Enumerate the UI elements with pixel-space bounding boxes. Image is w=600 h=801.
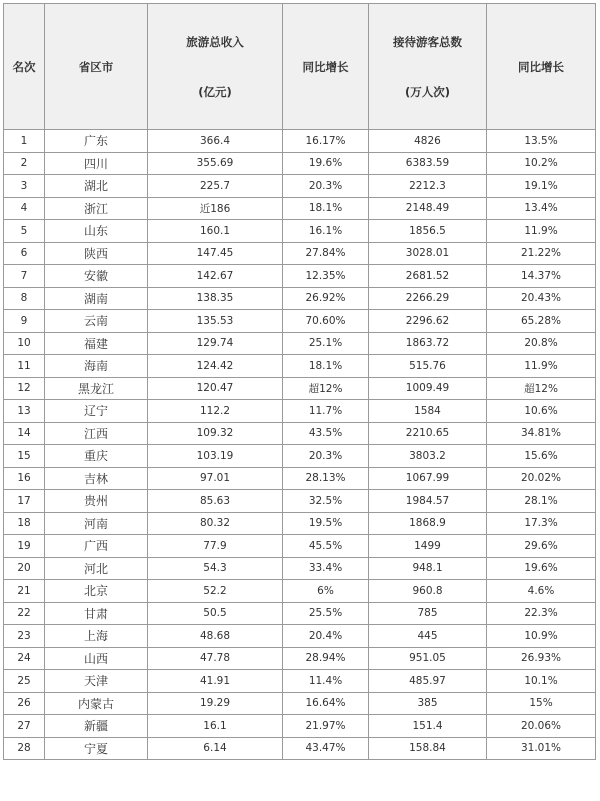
- visitors-growth-cell: 11.9%: [487, 220, 596, 243]
- visitors-cell: 1009.49: [369, 377, 487, 400]
- visitors-cell: 3803.2: [369, 445, 487, 468]
- visitors-cell: 1856.5: [369, 220, 487, 243]
- revenue-cell: 138.35: [148, 287, 283, 310]
- rank-cell: 7: [4, 265, 45, 288]
- visitors-growth-cell: 20.06%: [487, 715, 596, 738]
- revenue-cell: 120.47: [148, 377, 283, 400]
- revenue-growth-cell: 20.4%: [283, 625, 369, 648]
- rank-cell: 1: [4, 130, 45, 153]
- rank-cell: 4: [4, 197, 45, 220]
- table-row: [4, 355, 596, 378]
- header-revenue-unit: (亿元): [198, 84, 232, 99]
- visitors-cell: 951.05: [369, 647, 487, 670]
- province-cell: 吉林: [45, 467, 148, 490]
- visitors-growth-cell: 20.02%: [487, 467, 596, 490]
- rank-cell: 22: [4, 602, 45, 625]
- visitors-cell: 2296.62: [369, 310, 487, 333]
- visitors-growth-cell: 14.37%: [487, 265, 596, 288]
- revenue-growth-cell: 25.1%: [283, 332, 369, 355]
- revenue-growth-cell: 16.64%: [283, 692, 369, 715]
- table-row: [4, 647, 596, 670]
- visitors-cell: 3028.01: [369, 242, 487, 265]
- visitors-growth-cell: 20.8%: [487, 332, 596, 355]
- revenue-growth-cell: 11.7%: [283, 400, 369, 423]
- rank-cell: 9: [4, 310, 45, 333]
- visitors-cell: 1984.57: [369, 490, 487, 513]
- revenue-cell: 355.69: [148, 152, 283, 175]
- revenue-growth-cell: 21.97%: [283, 715, 369, 738]
- rank-cell: 2: [4, 152, 45, 175]
- rank-cell: 13: [4, 400, 45, 423]
- revenue-growth-cell: 25.5%: [283, 602, 369, 625]
- province-cell: 重庆: [45, 445, 148, 468]
- province-cell: 湖北: [45, 175, 148, 198]
- rank-cell: 16: [4, 467, 45, 490]
- visitors-growth-cell: 10.9%: [487, 625, 596, 648]
- revenue-growth-cell: 28.13%: [283, 467, 369, 490]
- visitors-cell: 1067.99: [369, 467, 487, 490]
- province-cell: 山西: [45, 647, 148, 670]
- header-visitors-title: 接待游客总数: [393, 34, 462, 49]
- header-visitors-growth: 同比增长: [487, 4, 596, 130]
- province-cell: 宁夏: [45, 737, 148, 760]
- table-row: [4, 220, 596, 243]
- province-cell: 陕西: [45, 242, 148, 265]
- province-cell: 云南: [45, 310, 148, 333]
- revenue-cell: 48.68: [148, 625, 283, 648]
- rank-cell: 8: [4, 287, 45, 310]
- province-cell: 贵州: [45, 490, 148, 513]
- rank-cell: 23: [4, 625, 45, 648]
- table-row: [4, 535, 596, 558]
- visitors-cell: 2212.3: [369, 175, 487, 198]
- rank-cell: 20: [4, 557, 45, 580]
- province-cell: 天津: [45, 670, 148, 693]
- visitors-cell: 2148.49: [369, 197, 487, 220]
- revenue-cell: 225.7: [148, 175, 283, 198]
- province-cell: 辽宁: [45, 400, 148, 423]
- revenue-growth-cell: 16.17%: [283, 130, 369, 153]
- rank-cell: 17: [4, 490, 45, 513]
- table-body: [4, 130, 596, 760]
- table-row: [4, 557, 596, 580]
- rank-cell: 10: [4, 332, 45, 355]
- visitors-growth-cell: 22.3%: [487, 602, 596, 625]
- visitors-growth-cell: 15%: [487, 692, 596, 715]
- visitors-cell: 151.4: [369, 715, 487, 738]
- tourism-table-container: [3, 3, 596, 760]
- province-cell: 上海: [45, 625, 148, 648]
- province-cell: 内蒙古: [45, 692, 148, 715]
- visitors-cell: 1584: [369, 400, 487, 423]
- revenue-cell: 109.32: [148, 422, 283, 445]
- header-province: 省区市: [45, 4, 148, 130]
- province-cell: 河北: [45, 557, 148, 580]
- revenue-growth-cell: 6%: [283, 580, 369, 603]
- rank-cell: 28: [4, 737, 45, 760]
- rank-cell: 21: [4, 580, 45, 603]
- visitors-growth-cell: 10.1%: [487, 670, 596, 693]
- visitors-growth-cell: 10.2%: [487, 152, 596, 175]
- table-row: [4, 242, 596, 265]
- revenue-cell: 112.2: [148, 400, 283, 423]
- visitors-cell: 2266.29: [369, 287, 487, 310]
- visitors-growth-cell: 超12%: [487, 377, 596, 400]
- revenue-growth-cell: 12.35%: [283, 265, 369, 288]
- revenue-growth-cell: 20.3%: [283, 175, 369, 198]
- province-cell: 黑龙江: [45, 377, 148, 400]
- table-row: [4, 490, 596, 513]
- visitors-growth-cell: 19.1%: [487, 175, 596, 198]
- header-row: [4, 4, 596, 130]
- visitors-cell: 6383.59: [369, 152, 487, 175]
- visitors-growth-cell: 31.01%: [487, 737, 596, 760]
- visitors-cell: 1863.72: [369, 332, 487, 355]
- header-visitors-unit: (万人次): [404, 84, 450, 99]
- revenue-growth-cell: 45.5%: [283, 535, 369, 558]
- header-revenue-growth: 同比增长: [283, 4, 369, 130]
- visitors-growth-cell: 26.93%: [487, 647, 596, 670]
- province-cell: 海南: [45, 355, 148, 378]
- visitors-growth-cell: 13.4%: [487, 197, 596, 220]
- table-row: [4, 602, 596, 625]
- revenue-cell: 124.42: [148, 355, 283, 378]
- rank-cell: 6: [4, 242, 45, 265]
- revenue-cell: 6.14: [148, 737, 283, 760]
- revenue-cell: 142.67: [148, 265, 283, 288]
- tourism-ranking-table: [3, 3, 596, 760]
- rank-cell: 15: [4, 445, 45, 468]
- province-cell: 浙江: [45, 197, 148, 220]
- province-cell: 北京: [45, 580, 148, 603]
- visitors-cell: 158.84: [369, 737, 487, 760]
- rank-cell: 19: [4, 535, 45, 558]
- table-row: [4, 445, 596, 468]
- visitors-cell: 948.1: [369, 557, 487, 580]
- revenue-cell: 85.63: [148, 490, 283, 513]
- revenue-cell: 97.01: [148, 467, 283, 490]
- table-row: [4, 670, 596, 693]
- revenue-cell: 47.78: [148, 647, 283, 670]
- visitors-growth-cell: 65.28%: [487, 310, 596, 333]
- table-row: [4, 310, 596, 333]
- revenue-cell: 19.29: [148, 692, 283, 715]
- table-row: [4, 715, 596, 738]
- table-row: [4, 400, 596, 423]
- visitors-cell: 385: [369, 692, 487, 715]
- revenue-growth-cell: 18.1%: [283, 355, 369, 378]
- revenue-growth-cell: 16.1%: [283, 220, 369, 243]
- revenue-growth-cell: 26.92%: [283, 287, 369, 310]
- revenue-growth-cell: 27.84%: [283, 242, 369, 265]
- province-cell: 河南: [45, 512, 148, 535]
- rank-cell: 24: [4, 647, 45, 670]
- revenue-cell: 366.4: [148, 130, 283, 153]
- province-cell: 江西: [45, 422, 148, 445]
- province-cell: 广西: [45, 535, 148, 558]
- rank-cell: 14: [4, 422, 45, 445]
- table-row: [4, 130, 596, 153]
- province-cell: 安徽: [45, 265, 148, 288]
- revenue-growth-cell: 43.5%: [283, 422, 369, 445]
- header-rank: 名次: [4, 4, 45, 130]
- table-row: [4, 265, 596, 288]
- rank-cell: 3: [4, 175, 45, 198]
- visitors-growth-cell: 29.6%: [487, 535, 596, 558]
- visitors-growth-cell: 4.6%: [487, 580, 596, 603]
- visitors-cell: 515.76: [369, 355, 487, 378]
- visitors-cell: 960.8: [369, 580, 487, 603]
- table-row: [4, 692, 596, 715]
- revenue-growth-cell: 32.5%: [283, 490, 369, 513]
- visitors-cell: 785: [369, 602, 487, 625]
- revenue-growth-cell: 超12%: [283, 377, 369, 400]
- rank-cell: 25: [4, 670, 45, 693]
- province-cell: 福建: [45, 332, 148, 355]
- revenue-cell: 54.3: [148, 557, 283, 580]
- visitors-growth-cell: 34.81%: [487, 422, 596, 445]
- rank-cell: 27: [4, 715, 45, 738]
- province-cell: 湖南: [45, 287, 148, 310]
- revenue-growth-cell: 33.4%: [283, 557, 369, 580]
- province-cell: 广东: [45, 130, 148, 153]
- revenue-growth-cell: 11.4%: [283, 670, 369, 693]
- visitors-cell: 1868.9: [369, 512, 487, 535]
- revenue-growth-cell: 19.5%: [283, 512, 369, 535]
- header-visitors: [369, 4, 487, 130]
- visitors-cell: 1499: [369, 535, 487, 558]
- header-revenue: [148, 4, 283, 130]
- table-row: [4, 422, 596, 445]
- visitors-cell: 2210.65: [369, 422, 487, 445]
- table-row: [4, 332, 596, 355]
- header-revenue-title: 旅游总收入: [186, 34, 244, 49]
- revenue-growth-cell: 28.94%: [283, 647, 369, 670]
- province-cell: 新疆: [45, 715, 148, 738]
- revenue-cell: 103.19: [148, 445, 283, 468]
- visitors-cell: 2681.52: [369, 265, 487, 288]
- revenue-cell: 129.74: [148, 332, 283, 355]
- visitors-growth-cell: 17.3%: [487, 512, 596, 535]
- visitors-growth-cell: 19.6%: [487, 557, 596, 580]
- table-row: [4, 625, 596, 648]
- visitors-growth-cell: 10.6%: [487, 400, 596, 423]
- rank-cell: 26: [4, 692, 45, 715]
- revenue-cell: 147.45: [148, 242, 283, 265]
- revenue-cell: 16.1: [148, 715, 283, 738]
- rank-cell: 11: [4, 355, 45, 378]
- table-row: [4, 467, 596, 490]
- revenue-cell: 135.53: [148, 310, 283, 333]
- revenue-cell: 50.5: [148, 602, 283, 625]
- revenue-cell: 160.1: [148, 220, 283, 243]
- revenue-cell: 近186: [148, 197, 283, 220]
- revenue-growth-cell: 18.1%: [283, 197, 369, 220]
- rank-cell: 18: [4, 512, 45, 535]
- table-row: [4, 377, 596, 400]
- revenue-cell: 80.32: [148, 512, 283, 535]
- rank-cell: 5: [4, 220, 45, 243]
- revenue-cell: 77.9: [148, 535, 283, 558]
- visitors-cell: 485.97: [369, 670, 487, 693]
- table-row: [4, 512, 596, 535]
- visitors-cell: 4826: [369, 130, 487, 153]
- province-cell: 山东: [45, 220, 148, 243]
- visitors-growth-cell: 13.5%: [487, 130, 596, 153]
- visitors-growth-cell: 15.6%: [487, 445, 596, 468]
- table-row: [4, 197, 596, 220]
- table-row: [4, 175, 596, 198]
- visitors-growth-cell: 20.43%: [487, 287, 596, 310]
- revenue-growth-cell: 20.3%: [283, 445, 369, 468]
- table-row: [4, 737, 596, 760]
- visitors-growth-cell: 11.9%: [487, 355, 596, 378]
- revenue-growth-cell: 70.60%: [283, 310, 369, 333]
- visitors-growth-cell: 21.22%: [487, 242, 596, 265]
- visitors-growth-cell: 28.1%: [487, 490, 596, 513]
- table-row: [4, 152, 596, 175]
- visitors-cell: 445: [369, 625, 487, 648]
- revenue-cell: 52.2: [148, 580, 283, 603]
- table-row: [4, 580, 596, 603]
- revenue-cell: 41.91: [148, 670, 283, 693]
- rank-cell: 12: [4, 377, 45, 400]
- province-cell: 四川: [45, 152, 148, 175]
- province-cell: 甘肃: [45, 602, 148, 625]
- revenue-growth-cell: 19.6%: [283, 152, 369, 175]
- table-row: [4, 287, 596, 310]
- revenue-growth-cell: 43.47%: [283, 737, 369, 760]
